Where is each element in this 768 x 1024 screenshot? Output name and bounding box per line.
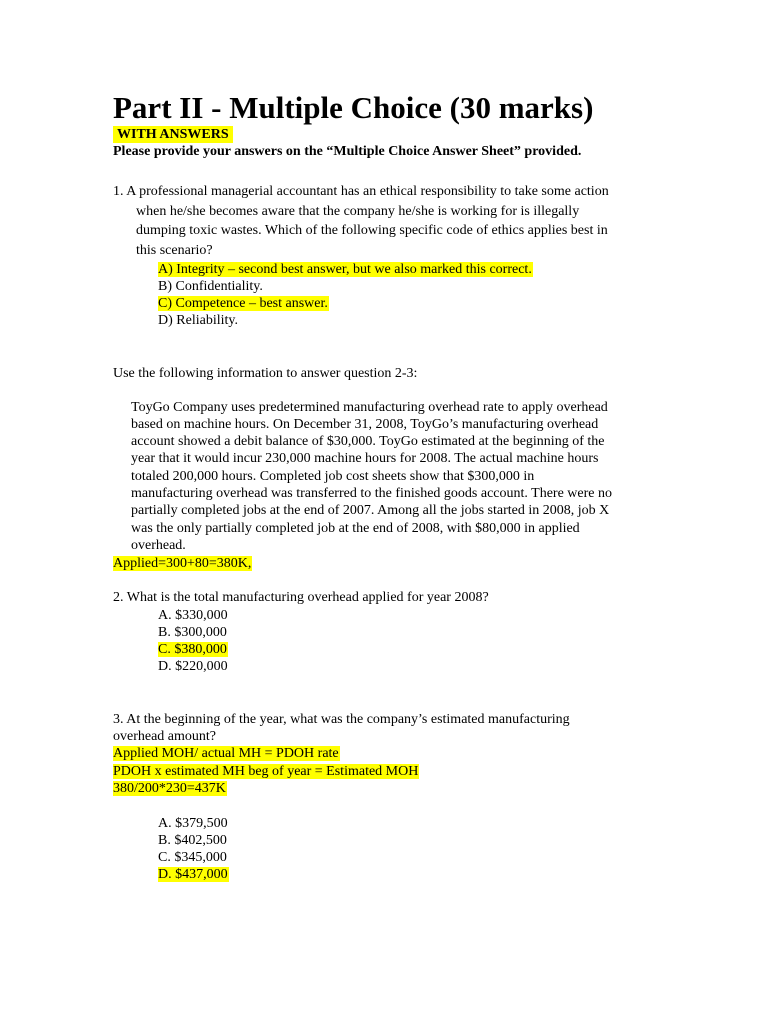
q1-option-b: B) Confidentiality. — [158, 279, 263, 294]
q3-option-c: C. $345,000 — [158, 850, 227, 865]
case-line: account showed a debit balance of $30,000. ToyGo estimated at the beginning of the — [131, 434, 605, 449]
case-line: year that it would incur 230,000 machine hours for 2008. The actual machine hours — [131, 451, 599, 466]
case-line: partially completed jobs at the end of 2007. Among all the jobs started in 2008, job X — [131, 503, 610, 518]
q3-note: PDOH x estimated MH beg of year = Estimated MOH — [113, 764, 419, 779]
q2-option-c: C. $380,000 — [158, 642, 227, 657]
case-line: based on machine hours. On December 31, 2008, ToyGo’s manufacturing overhead — [131, 417, 599, 432]
q2-option-b: B. $300,000 — [158, 625, 227, 640]
case-line: ToyGo Company uses predetermined manufacturing overhead rate to apply overhead — [131, 400, 608, 415]
q3-line: overhead amount? — [113, 729, 217, 744]
case-line: was the only partially completed job at the end of 2008, with $80,000 in applied — [131, 521, 580, 536]
with-answers-badge: WITH ANSWERS — [113, 126, 233, 143]
instructions: Please provide your answers on the “Multiple Choice Answer Sheet” provided. — [113, 144, 582, 159]
q1-line: dumping toxic wastes. Which of the following specific code of ethics applies best in — [136, 223, 608, 238]
q3-option-a: A. $379,500 — [158, 816, 228, 831]
q1-option-d: D) Reliability. — [158, 313, 238, 328]
q1-line: this scenario? — [136, 243, 213, 258]
q2-option-a: A. $330,000 — [158, 608, 228, 623]
q1-option-c: C) Competence – best answer. — [158, 296, 328, 311]
q1-option-a: A) Integrity – second best answer, but we also marked this correct. — [158, 262, 532, 277]
case-line: totaled 200,000 hours. Completed job cost sheets show that $300,000 in — [131, 469, 535, 484]
q3-option-b: B. $402,500 — [158, 833, 227, 848]
applied-note: Applied=300+80=380K, — [113, 556, 252, 571]
q2-question: 2. What is the total manufacturing overhead applied for year 2008? — [113, 590, 489, 605]
case-line: overhead. — [131, 538, 186, 553]
intro-2-3: Use the following information to answer question 2-3: — [113, 366, 418, 381]
q3-option-d: D. $437,000 — [158, 867, 228, 882]
case-line: manufacturing overhead was transferred to the finished goods account. There were no — [131, 486, 613, 501]
q2-option-d: D. $220,000 — [158, 659, 228, 674]
q3-note: 380/200*230=437K — [113, 781, 226, 796]
q3-line: 3. At the beginning of the year, what was the company’s estimated manufacturing — [113, 712, 570, 727]
q1-line: 1. A professional managerial accountant has an ethical responsibility to take some action — [113, 184, 609, 199]
page-title: Part II - Multiple Choice (30 marks) — [113, 90, 594, 125]
q3-note: Applied MOH/ actual MH = PDOH rate — [113, 746, 339, 761]
q1-line: when he/she becomes aware that the company he/she is working for is illegally — [136, 204, 580, 219]
